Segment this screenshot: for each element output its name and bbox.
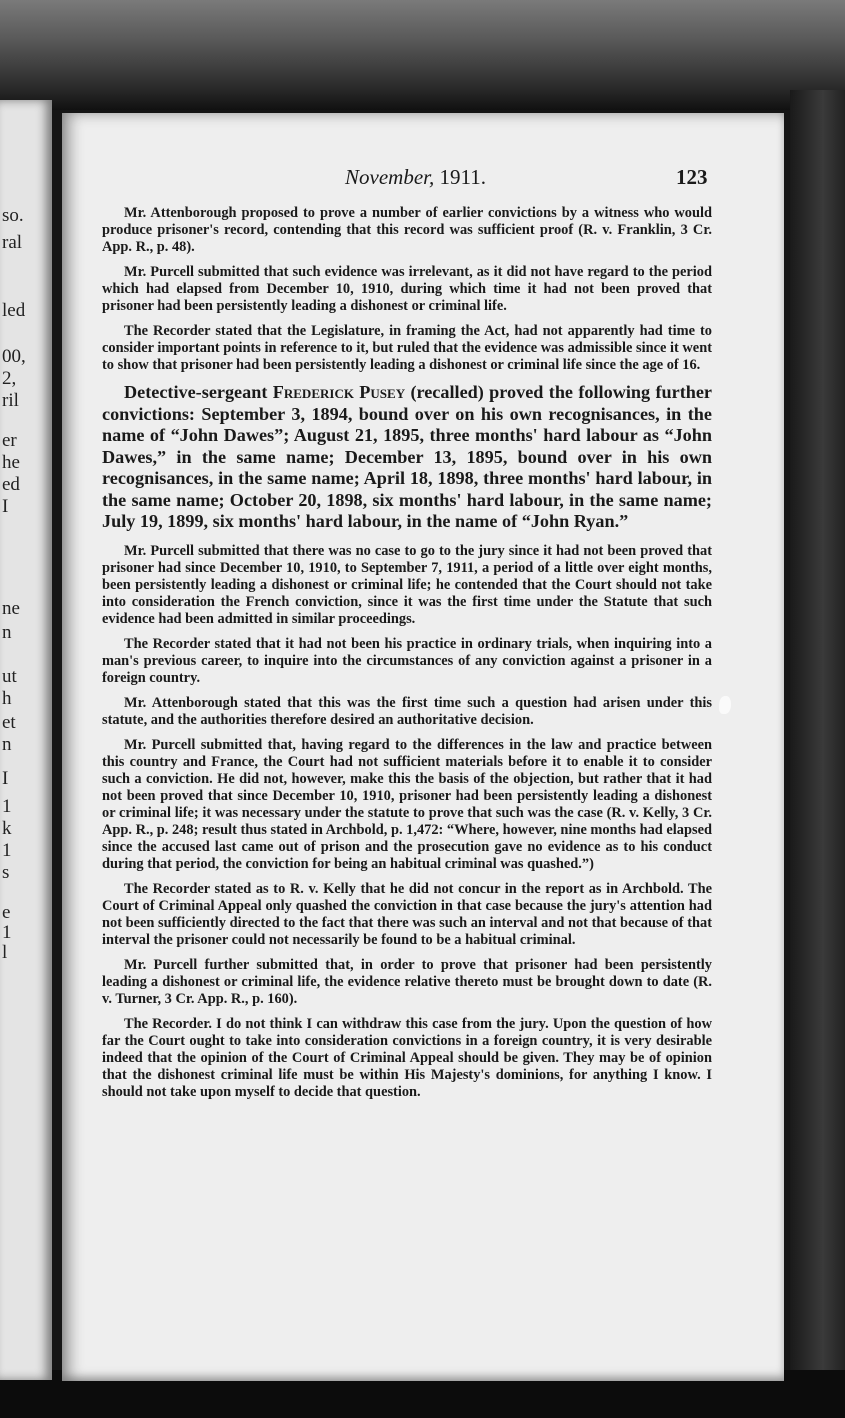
margin-fragment: n (2, 734, 12, 755)
paragraph: The Recorder stated that the Legislature, in framing the Act, had not apparently had time to consider important points in reference to it, but ruled that the evidence was admissible since it went to show that prisoner had been persistently leading a dishonest or criminal life since the age of 16. (102, 323, 712, 373)
facing-page-edge (0, 100, 52, 1380)
margin-fragment: ed (2, 474, 20, 495)
margin-fragment: ral (2, 232, 23, 253)
paragraph: Mr. Purcell submitted that, having regard to the differences in the law and practice between this country and France, the Court had not sufficient materials before it to enable it to consider such a conviction. He did not, however, make this the basis of the objection, but rather that it had not been proved that since December 10, 1910, prisoner had been persistently leading a dishonest or criminal life; it was necessary under the statute to prove that such was the case (R. v. Kelly, 3 Cr. App. R., p. 248; result thus stated in Archbold, p. 1,472: “Where, however, nine months had elapsed since the accused last came out of prison and the prosecution gave no evidence as to his conduct during that period, the conviction for being an habitual criminal was quashed.”) (102, 736, 712, 872)
margin-fragment: I (2, 496, 9, 517)
scan-speck (719, 696, 731, 714)
paragraph: The Recorder. I do not think I can withdraw this case from the jury. Upon the question of how far the Court ought to take into consideration convictions in a foreign country, it is very desirable indeed that the opinion of the Court of Criminal Appeal should be given. They may be of opinion that the dishonest criminal life must be within His Majesty's dominions, for anything I know. I should not take upon myself to decide that question. (102, 1015, 712, 1100)
margin-fragment: 00, (2, 346, 26, 367)
book-page (62, 113, 784, 1381)
running-header (62, 165, 784, 191)
margin-fragment: so. (2, 205, 24, 226)
margin-fragment: 2, (2, 368, 17, 389)
margin-fragment: h (2, 688, 12, 709)
margin-fragment: 1 (2, 922, 12, 943)
evidence-text: (recalled) proved the following further convictions: September 3, 1894, bound over on his own recognisances, in the name of “John Dawes”; August 21, 1895, three months' hard labour as “John Dawes,” in the same name; December 13, 1895, bound over in his own recognisances, in the same name; April 18, 1898, three months' hard labour, in the same name; October 20, 1898, six months' hard labour, in the same name; July 19, 1899, six months' hard labour, in the name of “John Ryan.” (102, 382, 713, 531)
margin-fragment: 1 (2, 840, 12, 861)
margin-fragment: I (2, 768, 9, 789)
margin-fragment: 1 (2, 796, 12, 817)
margin-fragment: et (2, 712, 16, 733)
paragraph: The Recorder stated that it had not been his practice in ordinary trials, when inquiring into a man's previous career, to inquire into the circumstances of any conviction against a prisoner in a foreign country. (102, 635, 712, 686)
witness-name: Frederick Pusey (272, 382, 406, 402)
margin-fragment: ril (2, 390, 19, 411)
paragraph: The Recorder stated as to R. v. Kelly that he did not concur in the report as in Archbold. The Court of Criminal Appeal only quashed the conviction in that case because the jury's attention had not been sufficiently directed to the fact that there was such an interval and not that because of that interval the prisoner could not necessarily be found to be a habitual criminal. (102, 880, 712, 948)
margin-fragment: n (2, 622, 12, 643)
paragraph: Mr. Attenborough proposed to prove a number of earlier convictions by a witness who would produce prisoner's record, contending that this record was sufficient proof (R. v. Franklin, 3 Cr. App. R., p. 48). (102, 205, 712, 255)
evidence-paragraph (102, 382, 712, 533)
paragraph: Mr. Attenborough stated that this was the first time such a question had arisen under this statute, and the authorities therefore desired an authoritative decision. (102, 694, 712, 728)
margin-fragment: l (2, 942, 8, 963)
paragraph: Mr. Purcell submitted that there was no case to go to the jury since it had not been proved that prisoner had since December 10, 1910, to September 7, 1911, a period of a little over eight months, been persistently leading a dishonest or criminal life; he contended that the Court should not take into consideration the French conviction, since it was the first time under the Statute that such evidence had been admitted in similar proceedings. (102, 542, 712, 627)
page-body (102, 205, 712, 1109)
margin-fragment: er (2, 430, 17, 451)
margin-fragment: k (2, 818, 12, 839)
header-month: November, (345, 165, 435, 189)
margin-fragment: he (2, 452, 20, 473)
scan-right-border (790, 90, 845, 1380)
paragraph: Mr. Purcell further submitted that, in order to prove that prisoner had been persistently leading a dishonest or criminal life, the evidence relative thereto must be brought down to date (R. v. Turner, 3 Cr. App. R., p. 160). (102, 956, 712, 1007)
margin-fragment: ne (2, 598, 20, 619)
scan-top-border (0, 0, 845, 110)
margin-fragment: ut (2, 666, 17, 687)
paragraph: Mr. Purcell submitted that such evidence was irrelevant, as it did not have regard to the period which had elapsed from December 10, 1910, during which time it had not been proved that prisoner had been persistently leading a dishonest or criminal life. (102, 264, 712, 314)
page-number: 123 (676, 165, 708, 189)
witness-title: Detective-sergeant (124, 382, 268, 402)
running-title (345, 165, 486, 190)
margin-fragment: s (2, 862, 10, 883)
margin-fragment: e (2, 902, 11, 923)
margin-fragment: led (2, 300, 26, 321)
header-year: 1911. (439, 165, 486, 189)
